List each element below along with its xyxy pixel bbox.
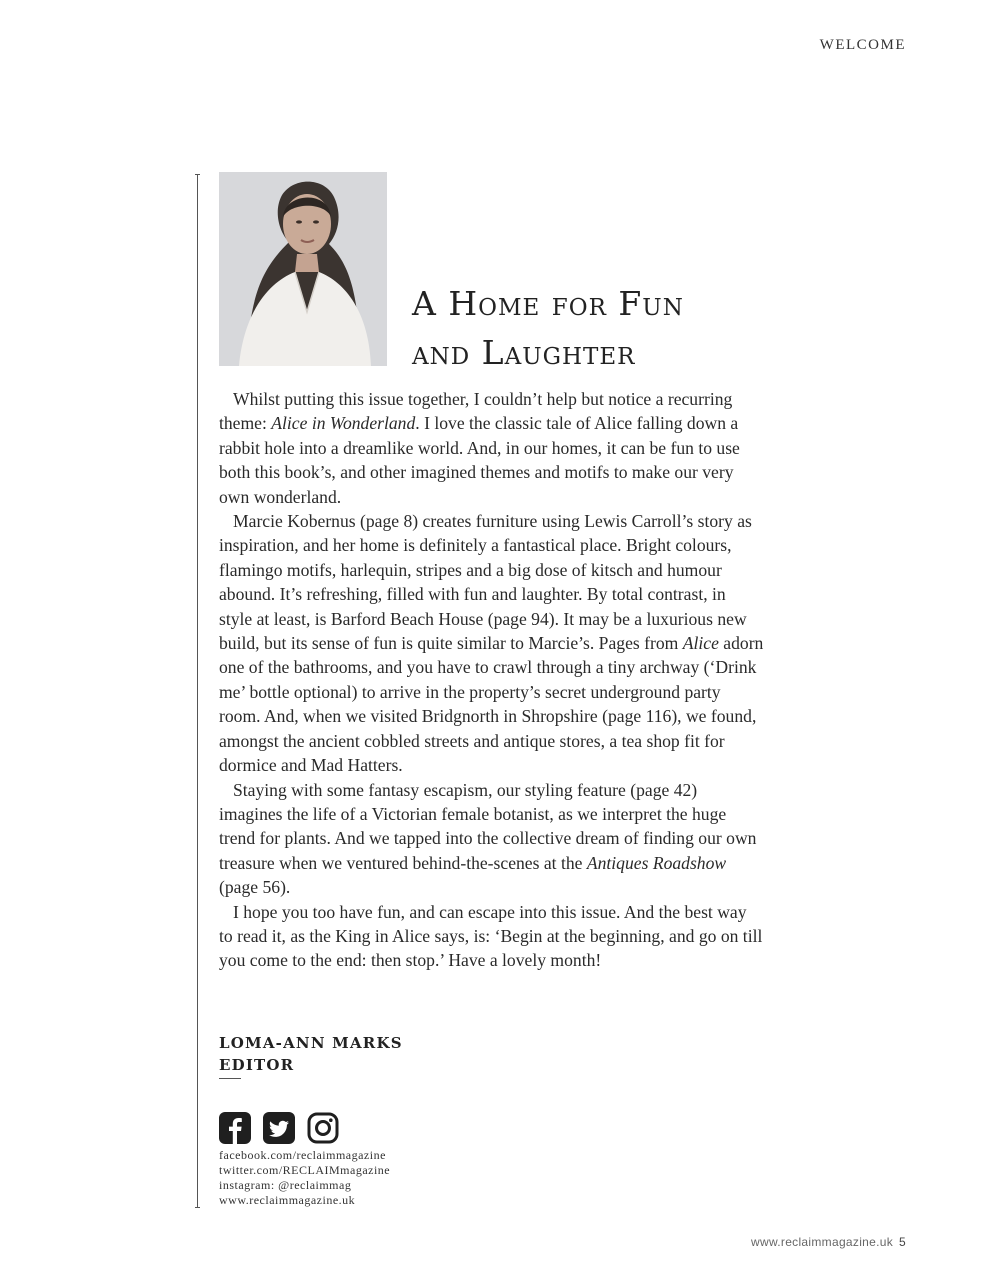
article-title [412,279,792,377]
body-text: room. And, when we visited Bridgnorth in Shropshire (page 116), we found, [219,706,757,727]
body-text: Marcie Kobernus (page 8) creates furniture using Lewis Carroll’s story as [233,511,752,532]
body-line [219,631,793,655]
article-title-line: A Home for Fun [412,284,684,323]
body-line [219,778,793,802]
body-line [219,485,793,509]
body-text: Staying with some fantasy escapism, our styling feature (page 42) [233,779,698,800]
editor-portrait [219,172,387,366]
page-footer [751,1235,906,1249]
body-line [219,729,793,753]
body-text: amongst the ancient cobbled streets and antique stores, a tea shop fit for [219,730,725,751]
body-text: imagines the life of a Victorian female botanist, as we interpret the huge [219,803,727,824]
body-line [219,753,793,777]
body-line [219,533,793,557]
twitter-link[interactable]: twitter.com/RECLAIMmagazine [219,1163,391,1177]
body-text: trend for plants. And we tapped into the collective dream of finding our own [219,828,757,849]
body-line [219,875,793,899]
body-text: theme: [219,413,272,434]
footer-site[interactable]: www.reclaimmagazine.uk [751,1235,894,1249]
body-text: you come to the end: then stop.’ Have a lovely month! [219,950,602,971]
body-text: . I love the classic tale of Alice falling down a [415,413,739,434]
page-number: 5 [899,1235,906,1249]
body-line [219,509,793,533]
editor-signoff [219,1032,403,1076]
vertical-divider [197,174,198,1208]
body-line [219,924,793,948]
editor-role: EDITOR [219,1056,295,1074]
website-link[interactable]: www.reclaimmagazine.uk [219,1193,356,1207]
body-text: I hope you too have fun, and can escape into this issue. And the best way [233,901,747,922]
section-label: WELCOME [819,37,906,53]
italic-title: Alice [682,633,719,654]
italic-title: Alice in Wonderland [271,413,416,434]
editor-name: LOMA-ANN MARKS [219,1034,403,1052]
body-line [219,436,793,460]
body-paragraph [219,778,793,900]
body-text: style at least, is Barford Beach House (page 94). It may be a luxurious new [219,608,747,629]
body-text: own wonderland. [219,486,342,507]
body-line [219,948,793,972]
body-line [219,387,793,411]
body-line [219,655,793,679]
social-links [219,1148,390,1208]
body-text: adorn [718,633,764,654]
body-line [219,460,793,484]
body-text: rabbit hole into a dreamlike world. And, in our homes, it can be fun to use [219,437,740,458]
twitter-icon[interactable] [263,1112,295,1144]
body-line [219,680,793,704]
body-text: abound. It’s refreshing, filled with fun and laughter. By total contrast, in [219,584,726,605]
body-line [219,704,793,728]
body-line [219,851,793,875]
body-text: build, but its sense of fun is quite similar to Marcie’s. Pages from [219,633,683,654]
body-line [219,802,793,826]
body-text: inspiration, and her home is definitely a fantastical place. Bright colours, [219,535,732,556]
body-line [219,607,793,631]
body-text: (page 56). [219,877,291,898]
instagram-link[interactable]: instagram: @reclaimmag [219,1178,352,1192]
body-text: one of the bathrooms, and you have to crawl through a tiny archway (‘Drink [219,657,757,678]
body-line [219,826,793,850]
signoff-divider [219,1078,241,1079]
body-line [219,582,793,606]
body-text: me’ bottle optional) to arrive in the property’s secret underground party [219,681,721,702]
body-text: both this book’s, and other imagined themes and motifs to make our very [219,462,734,483]
social-icons [219,1112,339,1144]
article-title-line: and Laughter [412,333,636,372]
italic-title: Antiques Roadshow [586,852,727,873]
body-text: dormice and Mad Hatters. [219,755,403,776]
body-text: to read it, as the King in Alice says, is: ‘Begin at the beginning, and go on till [219,925,763,946]
body-line [219,558,793,582]
body-text: Whilst putting this issue together, I couldn’t help but notice a recurring [233,389,733,409]
instagram-icon[interactable] [307,1112,339,1144]
body-paragraph [219,900,793,973]
body-text: treasure when we ventured behind-the-scenes at the [219,852,587,873]
body-paragraph [219,387,793,509]
body-line [219,411,793,435]
article-body [219,387,793,973]
body-paragraph [219,509,793,777]
facebook-icon[interactable] [219,1112,251,1144]
body-line [219,900,793,924]
facebook-link[interactable]: facebook.com/reclaimmagazine [219,1148,386,1162]
body-text: flamingo motifs, harlequin, stripes and a big dose of kitsch and humour [219,559,722,580]
